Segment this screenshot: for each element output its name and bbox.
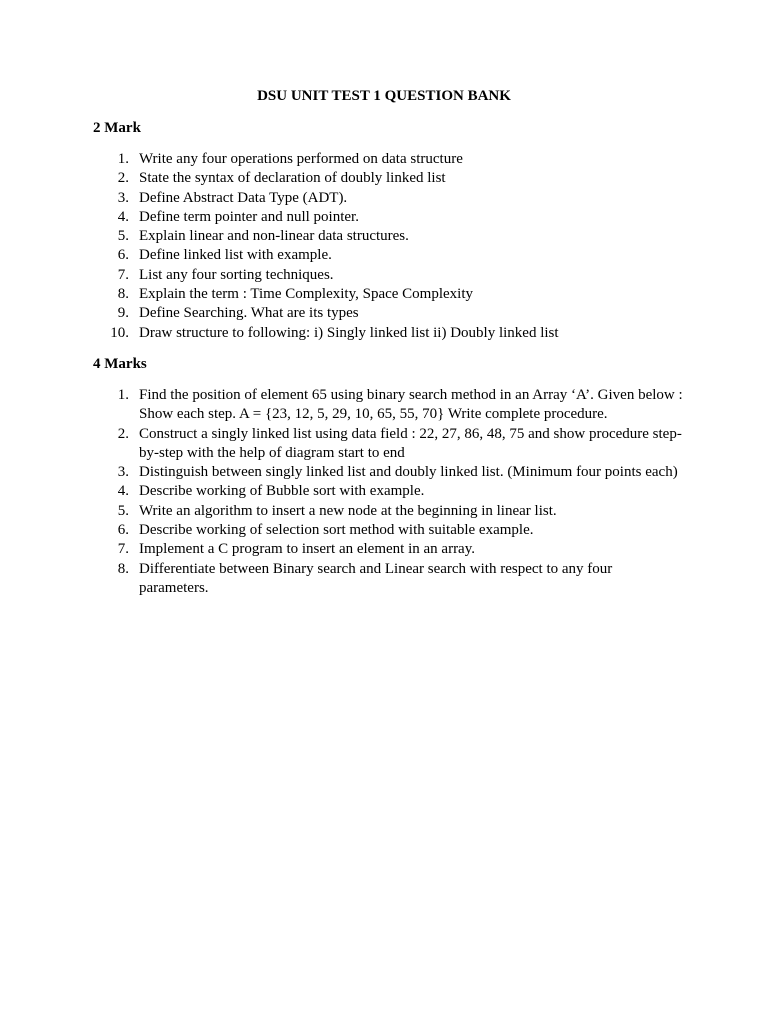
question-number: 5.: [117, 502, 129, 519]
list-item: [93, 386, 683, 425]
question-text: List any four sorting techniques.: [139, 266, 334, 283]
list-item: [93, 560, 683, 599]
list-item: [93, 521, 683, 540]
list-item: [93, 208, 683, 227]
question-text: Define linked list with example.: [139, 247, 332, 264]
list-item: [93, 285, 683, 304]
list-item: [93, 324, 683, 343]
question-text: Implement a C program to insert an element in an array.: [139, 541, 475, 558]
section-heading-2-mark: 2 Mark: [93, 120, 141, 136]
question-number: 1.: [117, 387, 129, 403]
list-item: [93, 540, 683, 559]
question-number: 2.: [117, 170, 129, 187]
question-number: 9.: [117, 305, 129, 322]
question-list-4-marks: [93, 386, 683, 598]
question-text: State the syntax of declaration of doubly linked list: [139, 170, 446, 187]
question-number: 2.: [117, 425, 129, 442]
question-number: 3.: [117, 464, 129, 481]
question-number: 4.: [117, 483, 129, 500]
question-text: Write an algorithm to insert a new node at the beginning in linear list.: [139, 502, 557, 519]
question-text: Distinguish between singly linked list and doubly linked list. (Minimum four points each): [139, 464, 678, 481]
list-item: [93, 169, 683, 188]
question-text: Explain the term : Time Complexity, Space Complexity: [139, 286, 473, 303]
question-number: 5.: [117, 228, 129, 245]
question-number: 7.: [117, 266, 129, 283]
question-number: 6.: [117, 247, 129, 264]
question-text: Write any four operations performed on data structure: [139, 151, 463, 167]
question-text: Describe working of selection sort method with suitable example.: [139, 522, 534, 539]
list-item: [93, 246, 683, 265]
list-item: [93, 502, 683, 521]
question-text: Find the position of element 65 using binary search method in an Array ‘A’. Given below : Show each step. A = {23, 12, 5, 29, 10, 65, 55, 70} Write complete procedure.: [139, 387, 683, 423]
list-item: [93, 482, 683, 501]
question-text: Describe working of Bubble sort with example.: [139, 483, 425, 500]
question-text: Define Abstract Data Type (ADT).: [139, 189, 348, 206]
list-item: [93, 266, 683, 285]
question-number: 1.: [117, 151, 129, 167]
list-item: [93, 150, 683, 169]
question-text: Define term pointer and null pointer.: [139, 208, 359, 225]
list-item: [93, 425, 683, 464]
question-number: 7.: [117, 541, 129, 558]
question-text: Differentiate between Binary search and Linear search with respect to any four parameters.: [139, 560, 613, 596]
question-number: 8.: [117, 560, 129, 577]
question-list-2-mark: [93, 150, 683, 343]
list-item: [93, 189, 683, 208]
question-text: Explain linear and non-linear data structures.: [139, 228, 409, 245]
question-number: 6.: [117, 522, 129, 539]
section-heading-4-marks: 4 Marks: [93, 356, 147, 372]
question-text: Draw structure to following: i) Singly linked list ii) Doubly linked list: [139, 324, 559, 341]
document-title: DSU UNIT TEST 1 QUESTION BANK: [257, 88, 511, 104]
list-item: [93, 227, 683, 246]
question-number: 4.: [117, 208, 129, 225]
list-item: [93, 463, 683, 482]
question-number: 3.: [117, 189, 129, 206]
question-text: Construct a singly linked list using data field : 22, 27, 86, 48, 75 and show procedure step-by-step with the help of diagram start to end: [139, 425, 682, 461]
question-number: 10.: [110, 324, 129, 341]
list-item: [93, 304, 683, 323]
question-number: 8.: [117, 286, 129, 303]
question-text: Define Searching. What are its types: [139, 305, 359, 322]
